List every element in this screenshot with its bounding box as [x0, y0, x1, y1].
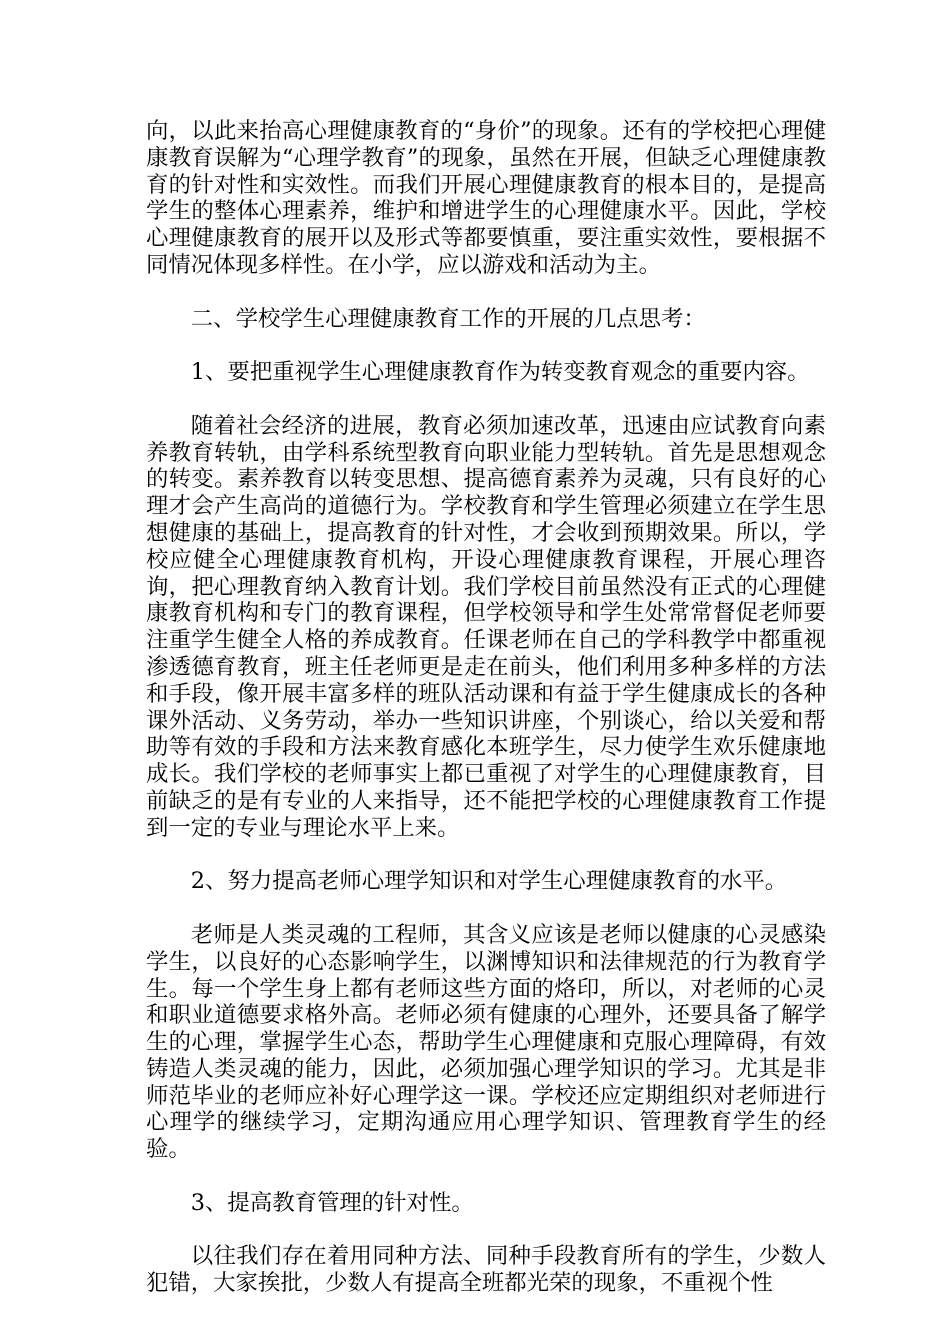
paragraph-continuation: 向，以此来抬高心理健康教育的“身价”的现象。还有的学校把心理健康教育误解为“心理学教育”的现象，虽然在开展，但缺乏心理健康教育的针对性和实效性。而我们开展心理健康教育的根本目的，是提高学生的整体心理素养，维护和增进学生的心理健康水平。因此，学校心理健康教育的展开以及形式等都要慎重，要注重实效性，要根据不同情况体现多样性。在小学，应以游戏和活动为主。	[146, 118, 826, 278]
section-heading-2: 二、学校学生心理健康教育工作的开展的几点思考：	[190, 305, 706, 332]
subheading-2: 2、努力提高老师心理学知识和对学生心理健康教育的水平。	[190, 868, 788, 895]
paragraph-gap	[146, 332, 826, 359]
paragraph-2-body: 老师是人类灵魂的工程师，其含义应该是老师以健康的心灵感染学生，以良好的心态影响学生，以渊博知识和法律规范的行为教育学生。每一个学生身上都有老师这些方面的烙印，所以，对老师的心灵和职业道德要求格外高。老师必须有健康的心理外，还要具备了解学生的心理，掌握学生心态，帮助学生心理健康和克服心理障碍，有效铸造人类灵魂的能力，因此，必须加强心理学知识的学习。尤其是非师范毕业的老师应补好心理学这一课。学校还应定期组织对老师进行心理学的继续学习，定期沟通应用心理学知识、管理教育学生的经验。	[146, 921, 826, 1163]
subheading-3: 3、提高教育管理的针对性。	[190, 1189, 474, 1216]
document-page	[146, 118, 826, 1297]
subheading-1: 1、要把重视学生心理健康教育作为转变教育观念的重要内容。	[190, 359, 810, 386]
paragraph-1-body: 随着社会经济的进展，教育必须加速改革，迅速由应试教育向素养教育转轨，由学科系统型教育向职业能力型转轨。首先是思想观念的转变。素养教育以转变思想、提高德育素养为灵魂，只有良好的心理才会产生高尚的道德行为。学校教育和学生管理必须建立在学生思想健康的基础上，提高教育的针对性，才会收到预期效果。所以，学校应健全心理健康教育机构，开设心理健康教育课程，开展心理咨询，把心理教育纳入教育计划。我们学校目前虽然没有正式的心理健康教育机构和专门的教育课程，但学校领导和学生处常常督促老师要注重学生健全人格的养成教育。任课老师在自己的学科教学中都重视渗透德育教育，班主任老师更是走在前头，他们利用多种多样的方法和手段，像开展丰富多样的班队活动课和有益于学生健康成长的各种课外活动、义务劳动，举办一些知识讲座，个别谈心，给以关爱和帮助等有效的手段和方法来教育感化本班学生，尽力使学生欢乐健康地成长。我们学校的老师事实上都已重视了对学生的心理健康教育，目前缺乏的是有专业的人来指导，还不能把学校的心理健康教育工作提到一定的专业与理论水平上来。	[146, 412, 826, 841]
paragraph-gap	[146, 895, 826, 922]
paragraph-gap	[146, 1163, 826, 1190]
paragraph-gap	[146, 1217, 826, 1244]
paragraph-gap	[146, 842, 826, 869]
paragraph-gap	[146, 279, 826, 306]
paragraph-gap	[146, 386, 826, 413]
paragraph-3-body: 以往我们存在着用同种方法、同种手段教育所有的学生，少数人犯错，大家挨批，少数人有提高全班都光荣的现象，不重视个性	[146, 1243, 826, 1297]
